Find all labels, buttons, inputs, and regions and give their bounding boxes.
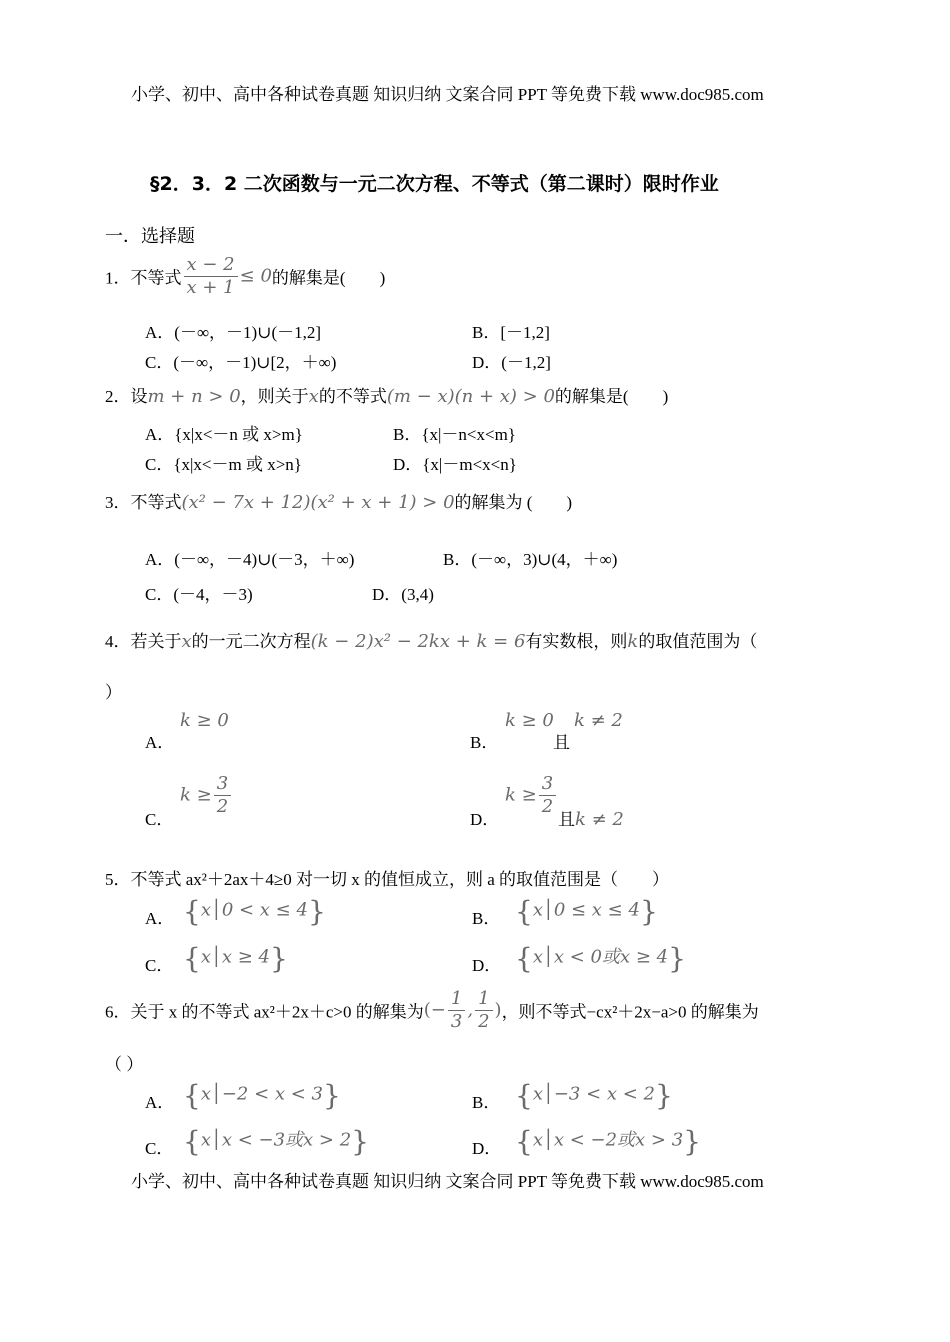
q2-math-2: x (308, 386, 319, 407)
q6-option-a-label: A． (145, 1093, 175, 1112)
q6-a-rbrace: } (323, 1079, 341, 1112)
section-heading: 一．选择题 (105, 226, 195, 246)
q6-comma: , (467, 999, 474, 1021)
q4-option-d-text: 且 (558, 810, 575, 829)
q4-option-b-math-2: k ≠ 2 (574, 710, 623, 731)
q4-option-c-frac (214, 773, 231, 817)
question-1 (105, 254, 385, 298)
q6-frac-2 (475, 988, 492, 1032)
q1-option-d: D．(－1,2] (472, 353, 551, 372)
q5-option-a-label: A． (145, 909, 175, 928)
q6-option-b (515, 1079, 673, 1112)
question-5: 5．不等式 ax²＋2ax＋4≥0 对一切 x 的值恒成立，则 a 的取值范围是（ ） (105, 870, 670, 889)
q4-option-d (505, 773, 558, 817)
question-6 (105, 988, 759, 1032)
q2-text-4: 的解集是( ) (554, 387, 669, 406)
q2-text-3: 的不等式 (318, 387, 387, 406)
q6-frac-1-num: 1 (448, 988, 465, 1011)
q6-d-lbrace: { (515, 1125, 533, 1158)
q2-option-d: D．{x|－m<x<n} (393, 455, 517, 474)
q3-option-b: B．(－∞，3)∪(4，＋∞) (443, 550, 618, 569)
q3-option-d: D．(3,4) (372, 585, 434, 604)
q4-text-2: 的一元二次方程 (191, 632, 311, 651)
q4-option-c-num: 3 (214, 773, 231, 796)
q6-text-1: 6．关于 x 的不等式 ax²＋2x＋c>0 的解集为 (105, 1002, 424, 1022)
q2-math-1: m + n > 0 (147, 386, 241, 407)
q1-option-a: A．(－∞，－1)∪(－1,2] (145, 323, 322, 342)
q4-option-b-label: B． (470, 733, 499, 752)
q6-text-2: ，则不等式−cx²＋2x−a>0 的解集为 (501, 1002, 759, 1022)
q4-math-3: k (627, 631, 639, 652)
q1-frac-den: x + 1 (186, 276, 235, 298)
q6-text-3: （ ） (105, 1055, 144, 1074)
q6-option-a (183, 1079, 341, 1112)
q5-a-lbrace: { (183, 895, 201, 928)
q4-text-close: ） (105, 683, 122, 702)
q5-option-c-math: x│x ≥ 4 (200, 946, 270, 968)
q4-text-4: 的取值范围为（ (638, 632, 758, 651)
q4-text-1: 4．若关于 (105, 632, 182, 651)
q4-option-d-label: D． (470, 810, 500, 829)
q6-option-d (515, 1125, 701, 1158)
q6-option-d-label: D． (472, 1139, 502, 1158)
q2-text-2: ，则关于 (240, 387, 309, 406)
q5-d-rbrace: } (668, 942, 686, 975)
q5-option-c-label: C． (145, 956, 174, 975)
q6-b-lbrace: { (515, 1079, 533, 1112)
q4-option-c-den: 2 (216, 795, 229, 817)
q2-math-3: (m − x)(n + x) > 0 (386, 386, 555, 407)
q4-option-d-tail (558, 805, 624, 830)
q4-option-b-math-1: k ≥ 0 (505, 710, 554, 731)
q1-stem-post: 的解集是( ) (271, 268, 386, 288)
q1-frac-num: x − 2 (184, 254, 238, 277)
q6-c-rbrace: } (351, 1125, 369, 1158)
q6-frac-1 (448, 988, 465, 1032)
q5-b-rbrace: } (639, 895, 658, 928)
page-title: §2．3．2 二次函数与一元二次方程、不等式（第二课时）限时作业 (150, 173, 719, 195)
q5-d-lbrace: { (515, 942, 533, 975)
page-header: 小学、初中、高中各种试卷真题 知识归纳 文案合同 PPT 等免费下载 www.doc985.com (131, 85, 764, 104)
q4-option-c-label: C． (145, 810, 174, 829)
question-3 (105, 488, 572, 513)
q6-close: ) (494, 999, 502, 1021)
q2-option-c: C．{x|x<－m 或 x>n} (145, 455, 302, 474)
q2-option-b: B．{x|－n<x<m} (393, 425, 516, 444)
q5-c-rbrace: } (269, 942, 288, 975)
q6-open: (− (423, 999, 446, 1021)
q1-stem-pre: 1．不等式 (105, 268, 182, 288)
q4-math-1: x (181, 631, 192, 652)
q6-frac-1-den: 3 (450, 1010, 463, 1032)
q1-rel: ≤ 0 (239, 265, 272, 287)
q3-text-2: 的解集为 ( ) (454, 493, 573, 512)
q4-option-d-math: k ≥ (505, 784, 537, 806)
q4-option-d-den: 2 (541, 795, 554, 817)
q5-option-d (515, 942, 686, 975)
q1-option-b: B．[－1,2] (472, 323, 550, 342)
q6-option-b-label: B． (472, 1093, 501, 1112)
q3-math-1: (x² − 7x + 12)(x² + x + 1) > 0 (181, 492, 455, 513)
q6-option-b-math: x│−3 < x < 2 (532, 1083, 656, 1105)
q5-option-a (183, 895, 326, 928)
q6-option-c-label: C． (145, 1139, 174, 1158)
q5-option-d-label: D． (472, 956, 502, 975)
q6-a-lbrace: { (183, 1079, 201, 1112)
q1-option-c: C．(－∞，－1)∪[2，＋∞) (145, 353, 337, 372)
q6-c-lbrace: { (183, 1125, 201, 1158)
q4-option-b-text: 且 (553, 733, 570, 752)
q4-text-3: 有实数根，则 (525, 632, 628, 651)
q6-option-a-math: x│−2 < x < 3 (200, 1083, 324, 1105)
q3-option-a: A．(－∞，－4)∪(－3，＋∞) (145, 550, 355, 569)
q5-a-rbrace: } (307, 895, 326, 928)
q4-option-a-label: A． (145, 733, 175, 752)
q5-option-b (515, 895, 658, 928)
q3-option-c: C．(－4，－3) (145, 585, 253, 604)
q4-option-a-math: k ≥ 0 (180, 710, 229, 731)
q6-d-rbrace: } (683, 1125, 701, 1158)
q4-option-d-num: 3 (539, 773, 556, 796)
q4-option-c-math: k ≥ (180, 784, 212, 806)
q5-option-c (183, 942, 288, 975)
q5-option-d-math: x│x < 0或x ≥ 4 (532, 946, 669, 968)
q5-b-lbrace: { (515, 895, 533, 928)
q5-option-a-math: x│0 < x ≤ 4 (200, 899, 308, 921)
q2-text-1: 2．设 (105, 387, 148, 406)
q4-option-d-math-2: k ≠ 2 (575, 809, 624, 830)
q1-fraction (184, 254, 238, 298)
q4-math-2: (k − 2)x² − 2kx + k = 6 (310, 631, 526, 652)
question-2 (105, 382, 668, 407)
q6-frac-2-den: 2 (478, 1010, 490, 1032)
page-footer: 小学、初中、高中各种试卷真题 知识归纳 文案合同 PPT 等免费下载 www.doc985.com (131, 1172, 764, 1191)
q4-option-d-frac (539, 773, 556, 817)
q6-option-c (183, 1125, 369, 1158)
q2-option-a: A．{x|x<－n 或 x>m} (145, 425, 303, 444)
q6-option-d-math: x│x < −2或x > 3 (532, 1129, 684, 1151)
q3-text-1: 3．不等式 (105, 493, 182, 512)
q6-b-rbrace: } (655, 1079, 673, 1112)
question-4 (105, 627, 757, 652)
q5-option-b-label: B． (472, 909, 501, 928)
q5-option-b-math: x│0 ≤ x ≤ 4 (532, 899, 640, 921)
q4-option-b (505, 710, 554, 731)
q6-frac-2-num: 1 (475, 988, 492, 1011)
q6-option-c-math: x│x < −3或x > 2 (200, 1129, 352, 1151)
q4-option-c (180, 773, 233, 817)
q5-c-lbrace: { (183, 942, 201, 975)
